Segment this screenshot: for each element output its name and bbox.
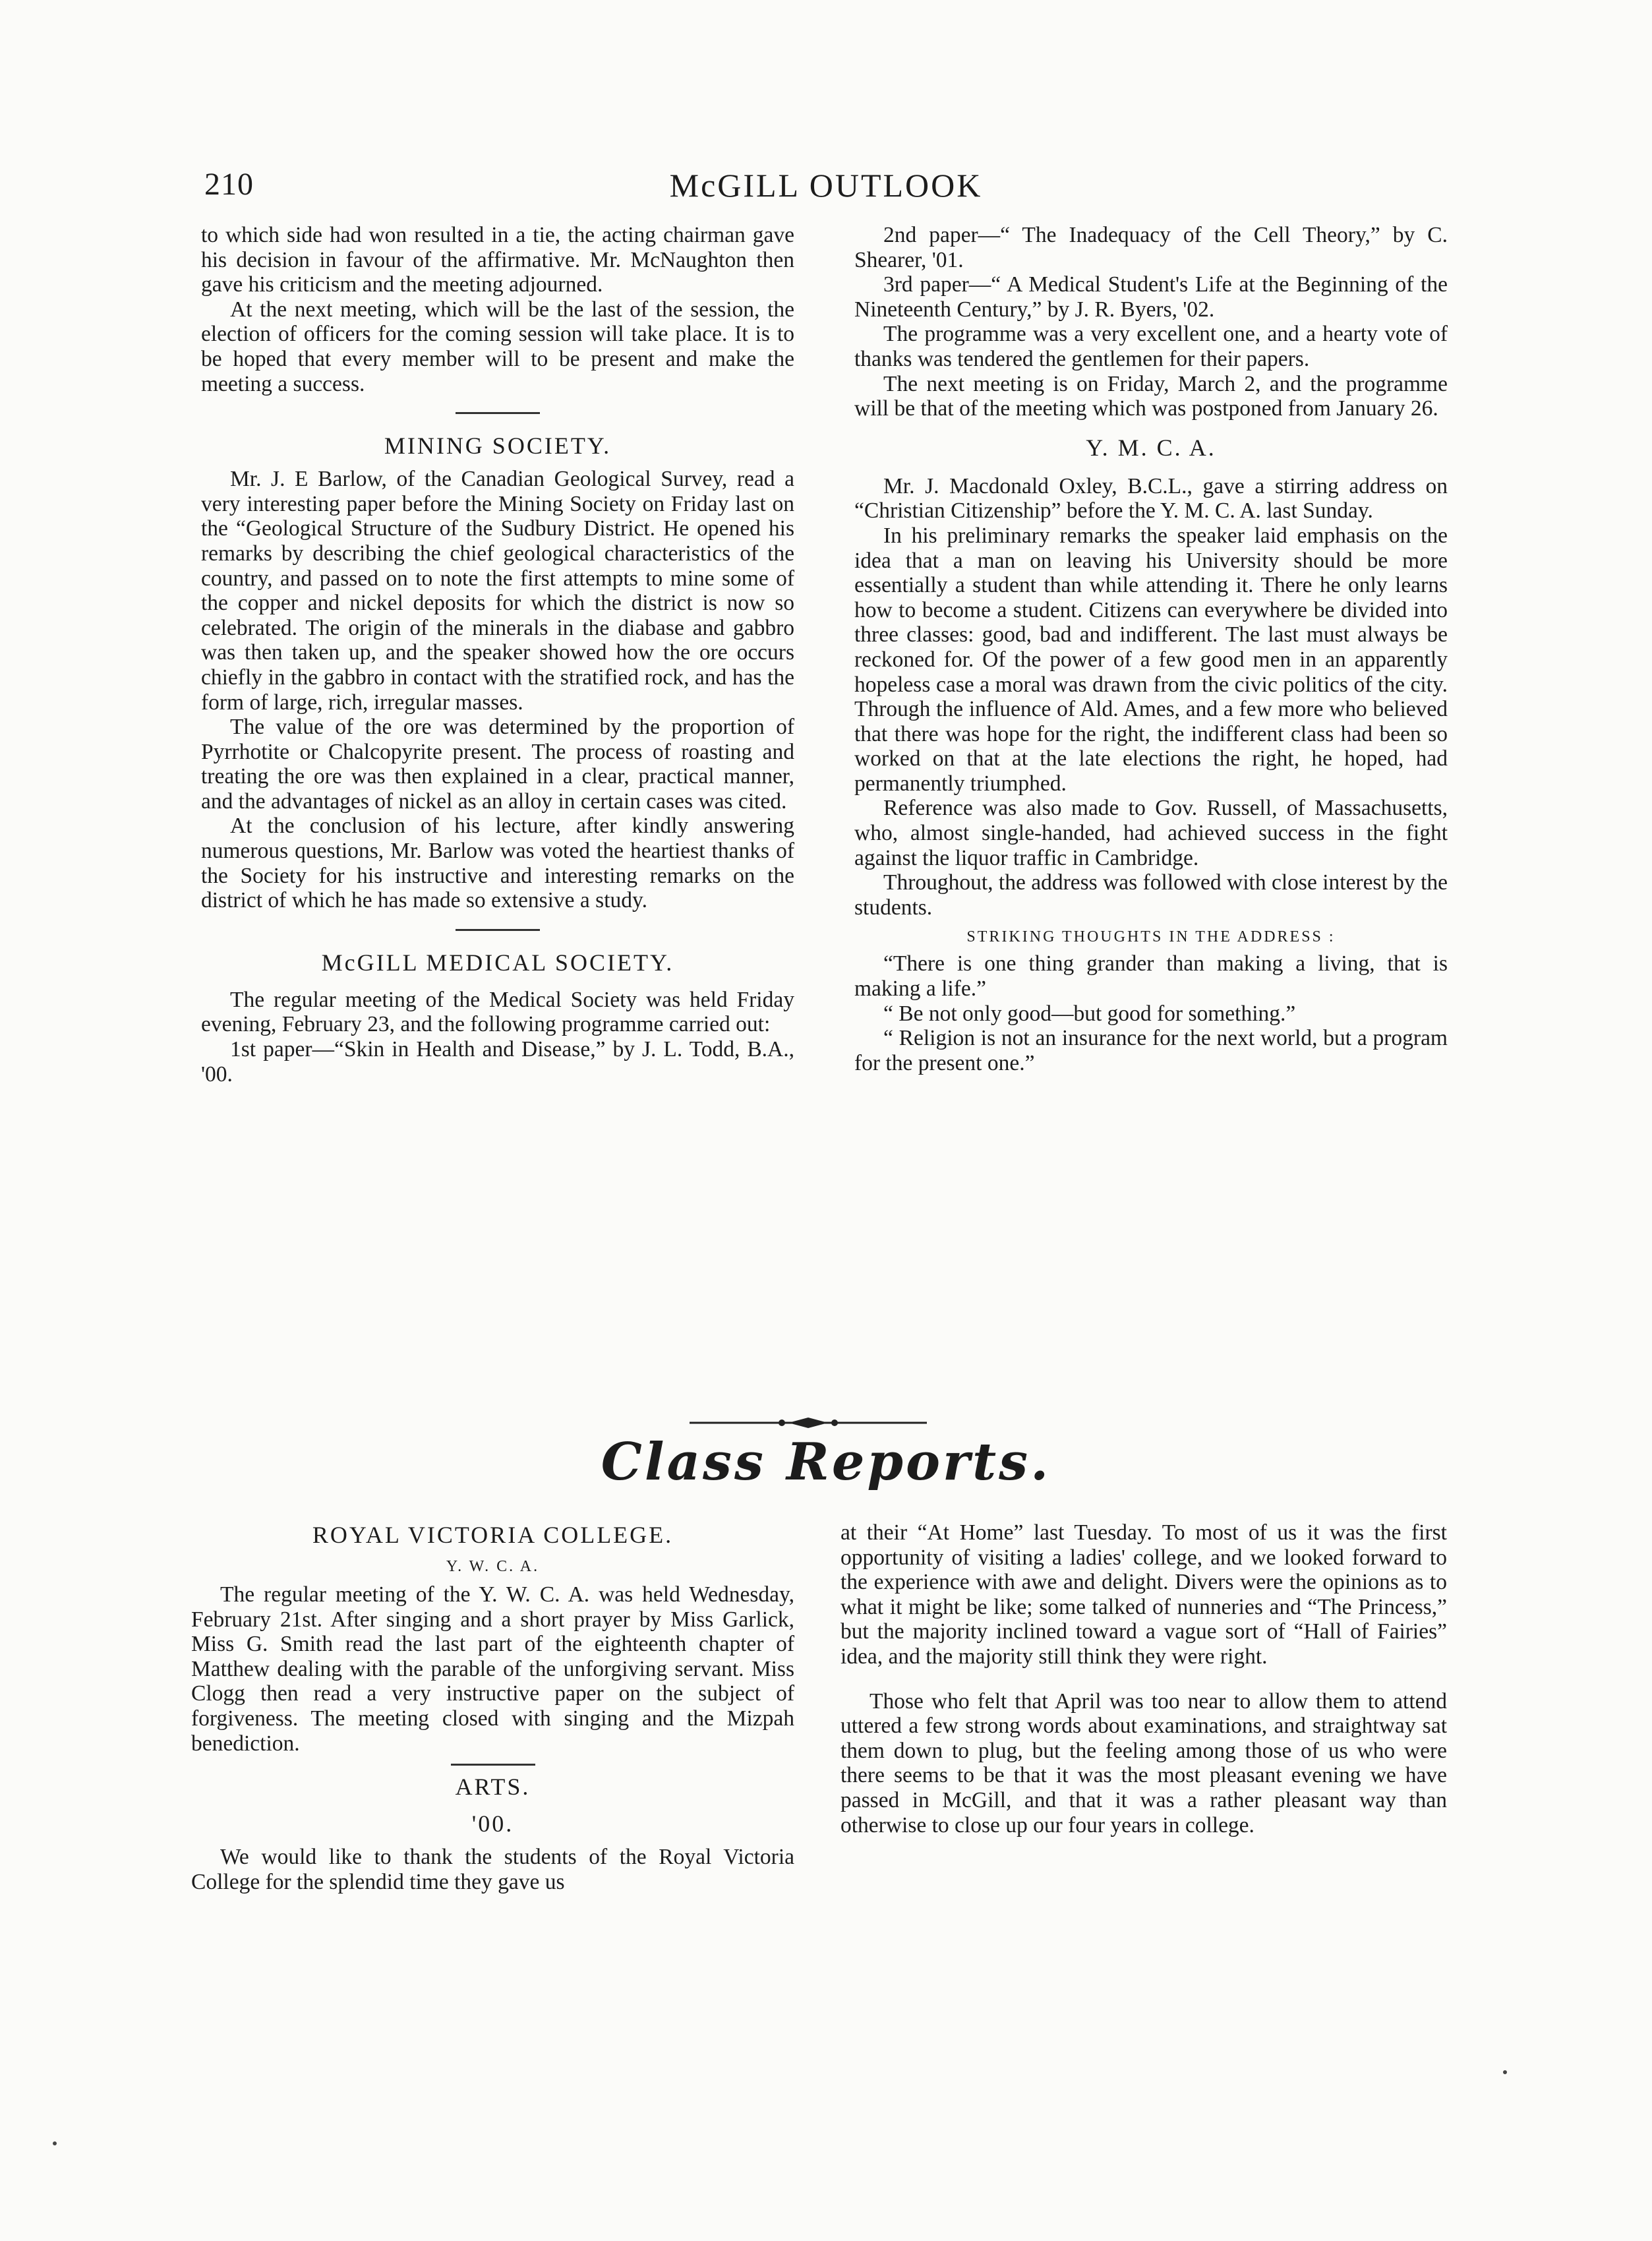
class-reports-left-column xyxy=(191,1520,794,1894)
paragraph: The regular meeting of the Medical Society was held Friday evening, February 23, and the following programme carried out: xyxy=(201,987,794,1037)
class-reports-right-column xyxy=(841,1520,1447,1838)
paragraph: Those who felt that April was too near to allow them to attend uttered a few strong words about examinations, and straightway sat them down to plug, but the feeling among those of us who were there seems to be that it was the most pleasant evening we have passed in McGill, and that it was a rather pleasant way than otherwise to close up our four years in college. xyxy=(841,1688,1447,1838)
left-column xyxy=(201,223,794,1087)
paragraph: At the next meeting, which will be the last of the session, the election of officers for the coming session will take place. It is to be hoped that every member will to be present and make the meeting a success. xyxy=(201,297,794,396)
subheading-striking-thoughts: STRIKING THOUGHTS IN THE ADDRESS : xyxy=(966,928,1336,946)
paragraph: At the conclusion of his lecture, after kindly answering numerous questions, Mr. Barlow was voted the heartiest thanks of the Society for his instructive and interesting remarks on the district of which he has made so extensive a study. xyxy=(201,814,794,913)
paragraph: We would like to thank the students of the Royal Victoria College for the splendid time they gave us xyxy=(191,1845,794,1894)
class-year: '00. xyxy=(471,1810,514,1838)
paragraph: The next meeting is on Friday, March 2, and the programme will be that of the meeting which was postponed from January 26. xyxy=(854,371,1448,421)
paragraph: 2nd paper—“ The Inadequacy of the Cell Theory,” by C. Shearer, '01. xyxy=(854,223,1448,272)
ornamental-divider xyxy=(690,1416,927,1429)
scan-speck xyxy=(1503,2070,1507,2074)
quote: “ Be not only good—but good for something.” xyxy=(883,1001,1296,1026)
section-heading-medical-society: McGILL MEDICAL SOCIETY. xyxy=(321,949,674,976)
quote: “ Religion is not an insurance for the next world, but a program for the present one.” xyxy=(854,1026,1448,1075)
paragraph: Throughout, the address was followed with close interest by the students. xyxy=(854,870,1448,920)
paragraph: at their “At Home” last Tuesday. To most of us it was the first opportunity of visiting a ladies' college, and we looked forward to the experience with awe and delight. Divers were the opinions as to what it might be like; some talked of nunneries and “The Princess,” but the majority inclined toward a vague sort of “Hall of Fairies” idea, and the majority still think they were right. xyxy=(841,1520,1447,1669)
section-divider xyxy=(456,929,540,931)
section-heading-mining-society: MINING SOCIETY. xyxy=(384,433,612,460)
running-title: McGILL OUTLOOK xyxy=(669,167,983,204)
paragraph: The value of the ore was determined by the proportion of Pyrrhotite or Chalcopyrite present. The process of roasting and treating the ore was then explained in a clear, practical manner, and the advantages of nickel as an alloy in certain cases was cited. xyxy=(201,715,794,814)
paragraph: 3rd paper—“ A Medical Student's Life at the Beginning of the Nineteenth Century,” by J. R. Byers, '02. xyxy=(854,272,1448,322)
subheading-ywca: Y. W. C. A. xyxy=(446,1558,540,1575)
paragraph: Mr. J. Macdonald Oxley, B.C.L., gave a stirring address on “Christian Citizenship” before the Y. M. C. A. last Sunday. xyxy=(854,473,1448,523)
paragraph: Mr. J. E Barlow, of the Canadian Geological Survey, read a very interesting paper before the Mining Society on Friday last on the “Geological Structure of the Sudbury District. He opened his remarks by describing the chief geological characteristics of the country, and passed on to note the first attempts to mine some of the copper and nickel deposits for which the district is now so celebrated. The origin of the minerals in the diabase and gabbro was then taken up, and the speaker showed how the ore occurs chiefly in the gabbro in contact with the stratified rock, and has the form of large, rich, irregular masses. xyxy=(201,467,794,715)
class-reports-title: Class Reports. xyxy=(601,1432,1051,1492)
paragraph: The regular meeting of the Y. W. C. A. was held Wednesday, February 21st. After singing and a short prayer by Miss Garlick, Miss G. Smith read the last part of the eighteenth chapter of Matthew dealing with the parable of the unforgiving servant. Miss Clogg then read a very instructive paper on the subject of forgiveness. The meeting closed with singing and the Mizpah benediction. xyxy=(191,1582,794,1756)
paragraph: to which side had won resulted in a tie, the acting chairman gave his decision in favour of the affirmative. Mr. McNaughton then gave his criticism and the meeting adjourned. xyxy=(201,223,794,297)
right-column xyxy=(854,223,1448,1075)
paragraph: The programme was a very excellent one, and a hearty vote of thanks was tendered the gentlemen for their papers. xyxy=(854,322,1448,371)
section-heading-ymca: Y. M. C. A. xyxy=(1086,434,1216,461)
paragraph: Reference was also made to Gov. Russell, of Massachusetts, who, almost single-handed, had achieved success in the fight against the liquor traffic in Cambridge. xyxy=(854,796,1448,870)
scan-speck xyxy=(53,2141,57,2145)
section-heading-royal-victoria-college: ROYAL VICTORIA COLLEGE. xyxy=(312,1522,674,1548)
quote: “There is one thing grander than making a living, that is making a life.” xyxy=(854,951,1448,1001)
paragraph: In his preliminary remarks the speaker laid emphasis on the idea that a man on leaving his University should be more essentially a student than while attending it. There he only learns how to become a student. Citizens can everywhere be divided into three classes: good, bad and indifferent. The last must always be reckoned for. Of the power of a few good men in an apparently hopeless case a moral was drawn from the civic politics of the city. Through the influence of Ald. Ames, and a few more who believed that there was hope for the right, the indifferent class had been so worked on that at the late elections the right, he hoped, had permanently triumphed. xyxy=(854,523,1448,796)
section-heading-arts: ARTS. xyxy=(455,1774,531,1801)
paragraph: 1st paper—“Skin in Health and Disease,” by J. L. Todd, B.A., '00. xyxy=(201,1037,794,1087)
page-number: 210 xyxy=(204,167,254,202)
section-divider xyxy=(456,412,540,414)
section-divider xyxy=(451,1764,535,1766)
